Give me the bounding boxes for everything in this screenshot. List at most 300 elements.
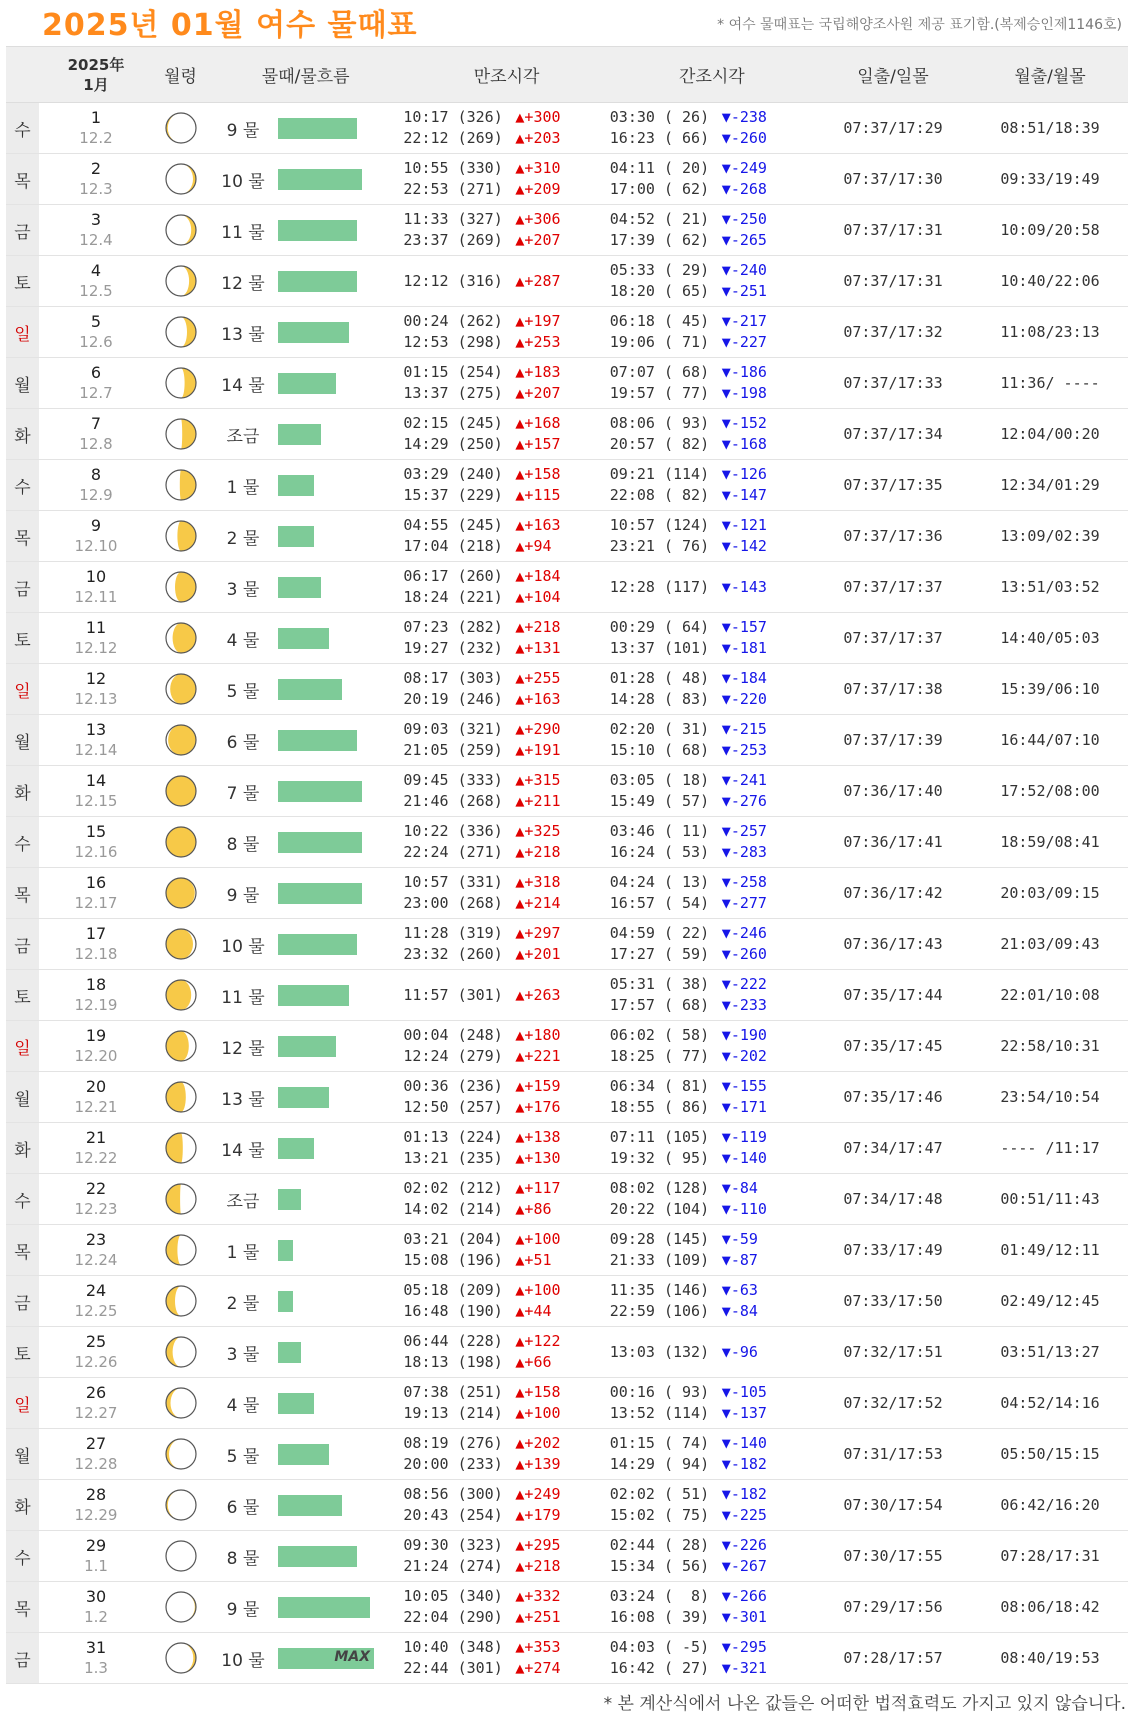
high-tide-time: 03:29 (240) <box>403 465 503 483</box>
solar-day: 5 <box>90 312 102 331</box>
high-tide-change: +183 <box>524 363 561 381</box>
low-tide-entry <box>610 821 814 842</box>
moon-age-cell <box>153 1327 208 1378</box>
low-tide-time: 04:52 ( 21) <box>609 210 710 228</box>
low-tide-entry <box>610 536 814 557</box>
solar-day: 24 <box>85 1281 107 1300</box>
triangle-up-icon: ▲ <box>515 210 525 228</box>
high-tide-time: 12:50 (257) <box>403 1098 503 1116</box>
day-of-week: 금 <box>6 562 39 613</box>
high-tide-entry <box>403 230 609 251</box>
high-tide-change: +66 <box>524 1353 552 1371</box>
low-tide-entry <box>610 995 814 1016</box>
high-tide-entry <box>403 332 609 353</box>
low-tide-time: 11:35 (146) <box>609 1281 710 1299</box>
high-tide-time: 10:55 (330) <box>403 159 503 177</box>
high-tide-entry <box>403 464 609 485</box>
low-tide-change: -171 <box>730 1098 767 1116</box>
tide-phase-label: 8 물 <box>226 834 260 855</box>
tide-phase-label: 8 물 <box>226 1548 260 1569</box>
low-tide-entry <box>610 311 814 332</box>
triangle-up-icon: ▲ <box>515 669 525 687</box>
high-tide-cell <box>403 613 609 664</box>
tide-flow-bar <box>278 883 362 904</box>
day-of-week: 수 <box>6 103 39 154</box>
lunar-date: 12.2 <box>79 129 113 147</box>
solar-day: 22 <box>85 1179 107 1198</box>
triangle-down-icon: ▼ <box>721 1485 731 1503</box>
low-tide-cell <box>610 256 814 307</box>
moonrise-moonset: 08:06/18:42 <box>972 1582 1128 1633</box>
day-of-week: 화 <box>6 1123 39 1174</box>
high-tide-entry <box>403 1199 609 1220</box>
triangle-down-icon: ▼ <box>721 1077 731 1095</box>
low-tide-change: -283 <box>730 843 767 861</box>
day-of-week: 수 <box>6 817 39 868</box>
low-tide-entry <box>610 209 814 230</box>
low-tide-time: 19:57 ( 77) <box>609 384 710 402</box>
moon-age-cell <box>153 409 208 460</box>
low-tide-entry <box>610 158 814 179</box>
tide-flow-bar <box>278 781 362 802</box>
high-tide-entry <box>403 209 609 230</box>
triangle-down-icon: ▼ <box>721 1455 731 1473</box>
high-tide-entry <box>403 1250 609 1271</box>
sunrise-sunset: 07:37/17:35 <box>814 460 972 511</box>
triangle-up-icon: ▲ <box>515 465 525 483</box>
tide-flow-cell <box>208 1021 403 1072</box>
low-tide-time: 13:52 (114) <box>609 1404 710 1422</box>
lunar-date: 12.20 <box>74 1047 118 1065</box>
moon-age-cell <box>153 562 208 613</box>
triangle-up-icon: ▲ <box>515 1302 525 1320</box>
high-tide-time: 22:24 (271) <box>403 843 503 861</box>
high-tide-time: 06:44 (228) <box>403 1332 503 1350</box>
high-tide-cell <box>403 817 609 868</box>
moonrise-moonset: 11:08/23:13 <box>972 307 1128 358</box>
high-tide-time: 10:05 (340) <box>403 1587 503 1605</box>
sunrise-sunset: 07:35/17:46 <box>814 1072 972 1123</box>
lunar-date: 12.28 <box>74 1455 118 1473</box>
high-tide-change: +211 <box>524 792 561 810</box>
moonrise-moonset: 05:50/15:15 <box>972 1429 1128 1480</box>
solar-day: 26 <box>85 1383 107 1402</box>
low-tide-cell <box>610 817 814 868</box>
low-tide-change: -217 <box>730 312 767 330</box>
moonrise-moonset: 02:49/12:45 <box>972 1276 1128 1327</box>
low-tide-time: 09:21 (114) <box>609 465 710 483</box>
low-tide-time: 23:21 ( 76) <box>609 537 710 555</box>
high-tide-change: +297 <box>524 924 561 942</box>
date-cell <box>39 409 153 460</box>
low-tide-entry <box>610 872 814 893</box>
tide-phase-label: 13 물 <box>221 1089 265 1110</box>
low-tide-entry <box>610 1454 814 1475</box>
high-tide-entry <box>403 1403 609 1424</box>
tide-phase-label: 조금 <box>226 426 260 447</box>
date-cell <box>39 766 153 817</box>
high-tide-entry <box>403 893 609 914</box>
triangle-up-icon: ▲ <box>515 333 525 351</box>
high-tide-change: +263 <box>524 985 561 1004</box>
solar-day: 21 <box>85 1128 107 1147</box>
low-tide-cell <box>610 919 814 970</box>
low-tide-change: -186 <box>730 363 767 381</box>
header-month: 1月 <box>83 75 109 94</box>
tide-flow-bar <box>278 475 314 496</box>
solar-day: 12 <box>85 669 107 688</box>
triangle-up-icon: ▲ <box>515 1638 525 1656</box>
low-tide-change: -182 <box>730 1455 767 1473</box>
low-tide-time: 04:11 ( 20) <box>609 159 710 177</box>
low-tide-change: -220 <box>730 690 767 708</box>
moon-phase-icon <box>163 314 199 350</box>
low-tide-entry <box>610 332 814 353</box>
low-tide-cell <box>610 1582 814 1633</box>
high-tide-cell <box>403 919 609 970</box>
low-tide-change: -321 <box>730 1659 767 1677</box>
date-cell <box>39 205 153 256</box>
tide-flow-bar <box>278 220 357 241</box>
tide-phase-label: 12 물 <box>221 1038 265 1059</box>
triangle-down-icon: ▼ <box>721 1659 731 1677</box>
table-row <box>6 511 1128 562</box>
triangle-down-icon: ▼ <box>721 1557 731 1575</box>
high-tide-time: 10:17 (326) <box>403 108 503 126</box>
high-tide-cell <box>403 1174 609 1225</box>
date-cell <box>39 256 153 307</box>
low-tide-time: 16:42 ( 27) <box>609 1659 710 1677</box>
tide-phase-label: 1 물 <box>226 477 260 498</box>
table-row <box>6 1174 1128 1225</box>
low-tide-entry <box>610 719 814 740</box>
moon-phase-icon <box>163 1028 199 1064</box>
header-low-tide: 간조시각 <box>610 47 814 103</box>
triangle-up-icon: ▲ <box>515 1608 525 1626</box>
triangle-down-icon: ▼ <box>721 516 731 534</box>
triangle-down-icon: ▼ <box>721 1342 731 1361</box>
high-tide-cell <box>403 1480 609 1531</box>
low-tide-change: -225 <box>730 1506 767 1524</box>
high-tide-entry <box>403 1280 609 1301</box>
triangle-up-icon: ▲ <box>515 363 525 381</box>
high-tide-change: +117 <box>524 1179 561 1197</box>
day-of-week: 월 <box>6 715 39 766</box>
tide-flow-cell <box>208 409 403 460</box>
high-tide-time: 04:55 (245) <box>403 516 503 534</box>
triangle-down-icon: ▼ <box>721 1404 731 1422</box>
triangle-up-icon: ▲ <box>515 588 525 606</box>
date-cell <box>39 868 153 919</box>
low-tide-change: -241 <box>730 771 767 789</box>
high-tide-time: 10:22 (336) <box>403 822 503 840</box>
high-tide-cell <box>403 1378 609 1429</box>
moonrise-moonset: 13:09/02:39 <box>972 511 1128 562</box>
high-tide-time: 14:02 (214) <box>403 1200 503 1218</box>
moonrise-moonset: 16:44/07:10 <box>972 715 1128 766</box>
triangle-down-icon: ▼ <box>721 945 731 963</box>
lunar-date: 12.15 <box>74 792 118 810</box>
low-tide-time: 19:32 ( 95) <box>609 1149 710 1167</box>
high-tide-cell <box>403 256 609 307</box>
date-cell <box>39 1225 153 1276</box>
tide-phase-label: 10 물 <box>221 171 265 192</box>
moon-age-cell <box>153 1633 208 1684</box>
high-tide-entry <box>403 362 609 383</box>
low-tide-time: 01:28 ( 48) <box>609 669 710 687</box>
high-tide-time: 11:57 (301) <box>403 985 503 1004</box>
moon-age-cell <box>153 919 208 970</box>
solar-day: 18 <box>85 975 107 994</box>
high-tide-entry <box>403 923 609 944</box>
tide-flow-bar <box>278 1189 301 1210</box>
triangle-up-icon: ▲ <box>515 1536 525 1554</box>
low-tide-time: 16:23 ( 66) <box>609 129 710 147</box>
high-tide-change: +332 <box>524 1587 561 1605</box>
solar-day: 3 <box>90 210 102 229</box>
moon-phase-icon <box>163 977 199 1013</box>
high-tide-change: +300 <box>524 108 561 126</box>
low-tide-change: -233 <box>730 996 767 1014</box>
low-tide-time: 04:03 ( -5) <box>609 1638 710 1656</box>
day-of-week: 월 <box>6 358 39 409</box>
lunar-date: 12.17 <box>74 894 118 912</box>
moon-phase-icon <box>163 1538 199 1574</box>
high-tide-cell <box>403 358 609 409</box>
tide-phase-label: 6 물 <box>226 1497 260 1518</box>
tide-flow-bar <box>278 322 349 343</box>
high-tide-change: +163 <box>524 516 561 534</box>
triangle-up-icon: ▲ <box>515 690 525 708</box>
low-tide-change: -226 <box>730 1536 767 1554</box>
tide-flow-bar <box>278 832 362 853</box>
high-tide-change: +179 <box>524 1506 561 1524</box>
triangle-down-icon: ▼ <box>721 1536 731 1554</box>
low-tide-cell <box>610 562 814 613</box>
date-cell <box>39 1378 153 1429</box>
solar-day: 31 <box>85 1638 107 1657</box>
tide-flow-cell <box>208 511 403 562</box>
low-tide-change: -143 <box>730 577 767 596</box>
table-row <box>6 205 1128 256</box>
high-tide-change: +310 <box>524 159 561 177</box>
high-tide-entry <box>403 1025 609 1046</box>
low-tide-time: 22:59 (106) <box>609 1302 710 1320</box>
low-tide-entry <box>610 1178 814 1199</box>
high-tide-entry <box>403 1331 609 1352</box>
low-tide-time: 07:07 ( 68) <box>609 363 710 381</box>
triangle-up-icon: ▲ <box>515 1281 525 1299</box>
low-tide-entry <box>610 842 814 863</box>
low-tide-change: -142 <box>730 537 767 555</box>
triangle-down-icon: ▼ <box>721 1251 731 1269</box>
low-tide-cell <box>610 1276 814 1327</box>
table-row <box>6 613 1128 664</box>
solar-day: 8 <box>90 465 102 484</box>
moon-phase-icon <box>163 1640 199 1676</box>
tide-phase-label: 10 물 <box>221 936 265 957</box>
low-tide-entry <box>610 1046 814 1067</box>
triangle-up-icon: ▲ <box>515 894 525 912</box>
high-tide-change: +209 <box>524 180 561 198</box>
sunrise-sunset: 07:29/17:56 <box>814 1582 972 1633</box>
tide-flow-cell <box>208 868 403 919</box>
low-tide-entry <box>610 923 814 944</box>
high-tide-change: +249 <box>524 1485 561 1503</box>
triangle-down-icon: ▼ <box>721 822 731 840</box>
tide-flow-bar <box>278 985 349 1006</box>
tide-phase-label: 11 물 <box>221 987 265 1008</box>
high-tide-time: 22:53 (271) <box>403 180 503 198</box>
table-row <box>6 1072 1128 1123</box>
tide-phase-label: 10 물 <box>221 1650 265 1671</box>
high-tide-change: +184 <box>524 567 561 585</box>
moonrise-moonset: 06:42/16:20 <box>972 1480 1128 1531</box>
lunar-date: 12.7 <box>79 384 113 402</box>
high-tide-time: 21:24 (274) <box>403 1557 503 1575</box>
high-tide-time: 02:02 (212) <box>403 1179 503 1197</box>
low-tide-time: 17:00 ( 62) <box>609 180 710 198</box>
table-row <box>6 766 1128 817</box>
day-of-week: 금 <box>6 205 39 256</box>
date-cell <box>39 1480 153 1531</box>
tide-phase-label: 9 물 <box>226 885 260 906</box>
high-tide-entry <box>403 1127 609 1148</box>
high-tide-entry <box>403 485 609 506</box>
triangle-up-icon: ▲ <box>515 822 525 840</box>
low-tide-change: -250 <box>730 210 767 228</box>
high-tide-entry <box>403 1097 609 1118</box>
tide-flow-bar <box>278 526 314 547</box>
tide-flow-cell <box>208 613 403 664</box>
high-tide-time: 07:38 (251) <box>403 1383 503 1401</box>
low-tide-change: -84 <box>730 1179 758 1197</box>
sunrise-sunset: 07:37/17:39 <box>814 715 972 766</box>
day-of-week: 수 <box>6 460 39 511</box>
triangle-down-icon: ▼ <box>721 894 731 912</box>
triangle-down-icon: ▼ <box>721 975 731 993</box>
triangle-down-icon: ▼ <box>721 282 731 300</box>
moon-age-cell <box>153 1072 208 1123</box>
low-tide-time: 03:30 ( 26) <box>609 108 710 126</box>
low-tide-change: -137 <box>730 1404 767 1422</box>
high-tide-entry <box>403 740 609 761</box>
low-tide-entry <box>610 1280 814 1301</box>
page-title: 2025년 01월 여수 물때표 <box>42 8 418 43</box>
low-tide-time: 05:31 ( 38) <box>609 975 710 993</box>
tide-phase-label: 9 물 <box>226 1599 260 1620</box>
high-tide-time: 01:15 (254) <box>403 363 503 381</box>
low-tide-time: 00:16 ( 93) <box>609 1383 710 1401</box>
low-tide-cell <box>610 154 814 205</box>
tide-phase-label: 3 물 <box>226 579 260 600</box>
triangle-up-icon: ▲ <box>515 924 525 942</box>
high-tide-time: 15:08 (196) <box>403 1251 503 1269</box>
date-cell <box>39 307 153 358</box>
low-tide-time: 05:33 ( 29) <box>609 261 710 279</box>
low-tide-time: 03:05 ( 18) <box>609 771 710 789</box>
low-tide-change: -119 <box>730 1128 767 1146</box>
table-row <box>6 1021 1128 1072</box>
lunar-date: 12.13 <box>74 690 118 708</box>
high-tide-time: 08:17 (303) <box>403 669 503 687</box>
max-flow-label: MAX <box>334 1648 370 1665</box>
high-tide-time: 00:36 (236) <box>403 1077 503 1095</box>
moonrise-moonset: 08:40/19:53 <box>972 1633 1128 1684</box>
low-tide-entry <box>610 128 814 149</box>
high-tide-cell <box>403 1531 609 1582</box>
low-tide-time: 06:02 ( 58) <box>609 1026 710 1044</box>
triangle-up-icon: ▲ <box>515 312 525 330</box>
high-tide-change: +274 <box>524 1659 561 1677</box>
low-tide-time: 16:08 ( 39) <box>609 1608 710 1626</box>
lunar-date: 12.27 <box>74 1404 118 1422</box>
high-tide-time: 15:37 (229) <box>403 486 503 504</box>
triangle-up-icon: ▲ <box>515 1179 525 1197</box>
moon-phase-icon <box>163 1385 199 1421</box>
high-tide-cell <box>403 1429 609 1480</box>
tide-flow-bar <box>278 1393 314 1414</box>
table-row <box>6 1225 1128 1276</box>
high-tide-change: +180 <box>524 1026 561 1044</box>
solar-day: 30 <box>85 1587 107 1606</box>
high-tide-entry <box>403 271 609 292</box>
tide-phase-label: 5 물 <box>226 681 260 702</box>
triangle-up-icon: ▲ <box>515 873 525 891</box>
high-tide-change: +353 <box>524 1638 561 1656</box>
triangle-up-icon: ▲ <box>515 180 525 198</box>
low-tide-time: 15:49 ( 57) <box>609 792 710 810</box>
tide-phase-label: 조금 <box>226 1191 260 1212</box>
moonrise-moonset: 12:34/01:29 <box>972 460 1128 511</box>
sunrise-sunset: 07:32/17:52 <box>814 1378 972 1429</box>
solar-day: 9 <box>90 516 102 535</box>
table-header-row <box>6 47 1128 103</box>
high-tide-entry <box>403 1148 609 1169</box>
triangle-down-icon: ▼ <box>721 435 731 453</box>
low-tide-change: -121 <box>730 516 767 534</box>
low-tide-entry <box>610 689 814 710</box>
low-tide-cell <box>610 511 814 562</box>
moon-phase-icon <box>163 722 199 758</box>
tide-flow-cell <box>208 1378 403 1429</box>
low-tide-time: 20:22 (104) <box>609 1200 710 1218</box>
low-tide-cell <box>610 1378 814 1429</box>
header-high-tide: 만조시각 <box>403 47 609 103</box>
moon-age-cell <box>153 664 208 715</box>
date-cell <box>39 919 153 970</box>
tide-flow-cell <box>208 256 403 307</box>
table-row <box>6 1531 1128 1582</box>
tide-flow-cell <box>208 154 403 205</box>
triangle-down-icon: ▼ <box>721 1383 731 1401</box>
moon-age-cell <box>153 1123 208 1174</box>
low-tide-change: -268 <box>730 180 767 198</box>
date-cell <box>39 511 153 562</box>
high-tide-entry <box>403 1586 609 1607</box>
date-cell <box>39 715 153 766</box>
low-tide-change: -238 <box>730 108 767 126</box>
moon-age-cell <box>153 1378 208 1429</box>
low-tide-entry <box>610 1535 814 1556</box>
low-tide-entry <box>610 1127 814 1148</box>
triangle-down-icon: ▼ <box>721 363 731 381</box>
date-cell <box>39 1123 153 1174</box>
tide-flow-cell <box>208 1123 403 1174</box>
solar-day: 13 <box>85 720 107 739</box>
high-tide-change: +214 <box>524 894 561 912</box>
high-tide-time: 09:03 (321) <box>403 720 503 738</box>
